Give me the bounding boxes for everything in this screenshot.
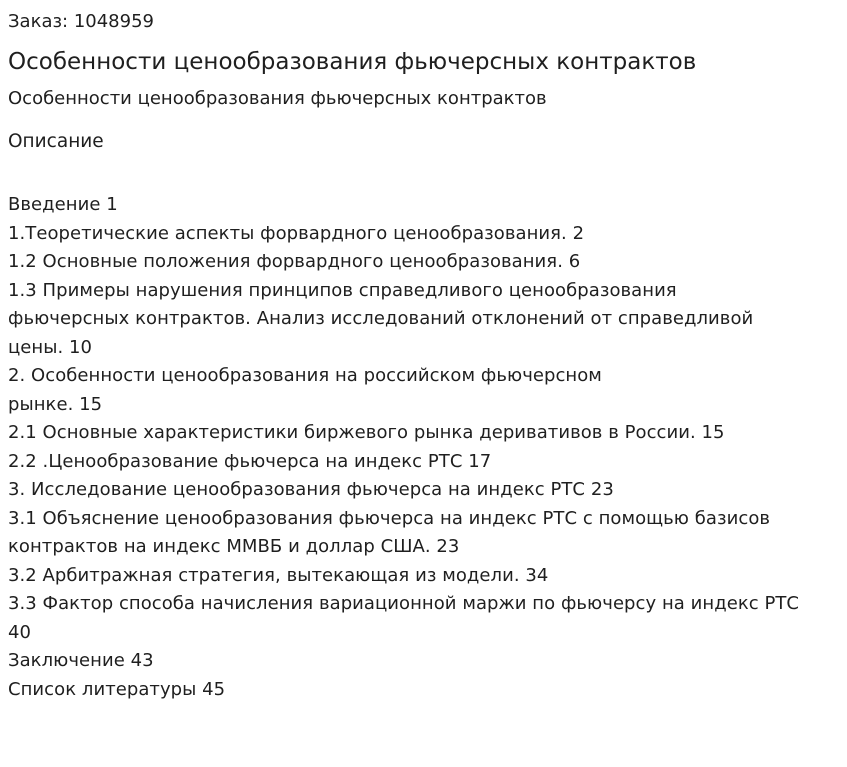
toc-line: Заключение 43 — [8, 650, 154, 671]
description-heading: Описание — [8, 131, 104, 152]
toc-line: 3.3 Фактор способа начисления вариационной маржи по фьючерсу на индекс РТС — [8, 593, 800, 614]
toc-line: 40 — [8, 621, 32, 643]
toc-line: фьючерсных контрактов. Анализ исследований отклонений от справедливой — [8, 308, 754, 329]
toc-line: 1.3 Примеры нарушения принципов справедливого ценообразования — [8, 279, 677, 301]
table-of-contents — [8, 191, 843, 704]
toc-line: Введение 1 — [8, 194, 118, 215]
toc-line: 1.Теоретические аспекты форвардного ценообразования. 2 — [8, 222, 585, 244]
page-subtitle: Особенности ценообразования фьючерсных контрактов — [8, 88, 547, 109]
toc-line: Список литературы 45 — [8, 678, 226, 700]
toc-line: рынке. 15 — [8, 393, 103, 415]
toc-line: 3.2 Арбитражная стратегия, вытекающая из модели. 34 — [8, 564, 549, 586]
toc-line: 2. Особенности ценообразования на российском фьючерсном — [8, 365, 602, 386]
toc-line: 2.2 .Ценообразование фьючерса на индекс РТС 17 — [8, 450, 492, 472]
toc-line: контрактов на индекс ММВБ и доллар США. 23 — [8, 536, 460, 557]
toc-line: цены. 10 — [8, 336, 93, 358]
toc-line: 1.2 Основные положения форвардного ценообразования. 6 — [8, 251, 581, 272]
toc-line: 3. Исследование ценообразования фьючерса на индекс РТС 23 — [8, 479, 614, 500]
toc-line: 2.1 Основные характеристики биржевого рынка деривативов в России. 15 — [8, 422, 725, 443]
page-title: Особенности ценообразования фьючерсных контрактов — [8, 49, 697, 75]
order-number: Заказ: 1048959 — [8, 11, 154, 32]
toc-line: 3.1 Объяснение ценообразования фьючерса на индекс РТС с помощью базисов — [8, 507, 771, 529]
